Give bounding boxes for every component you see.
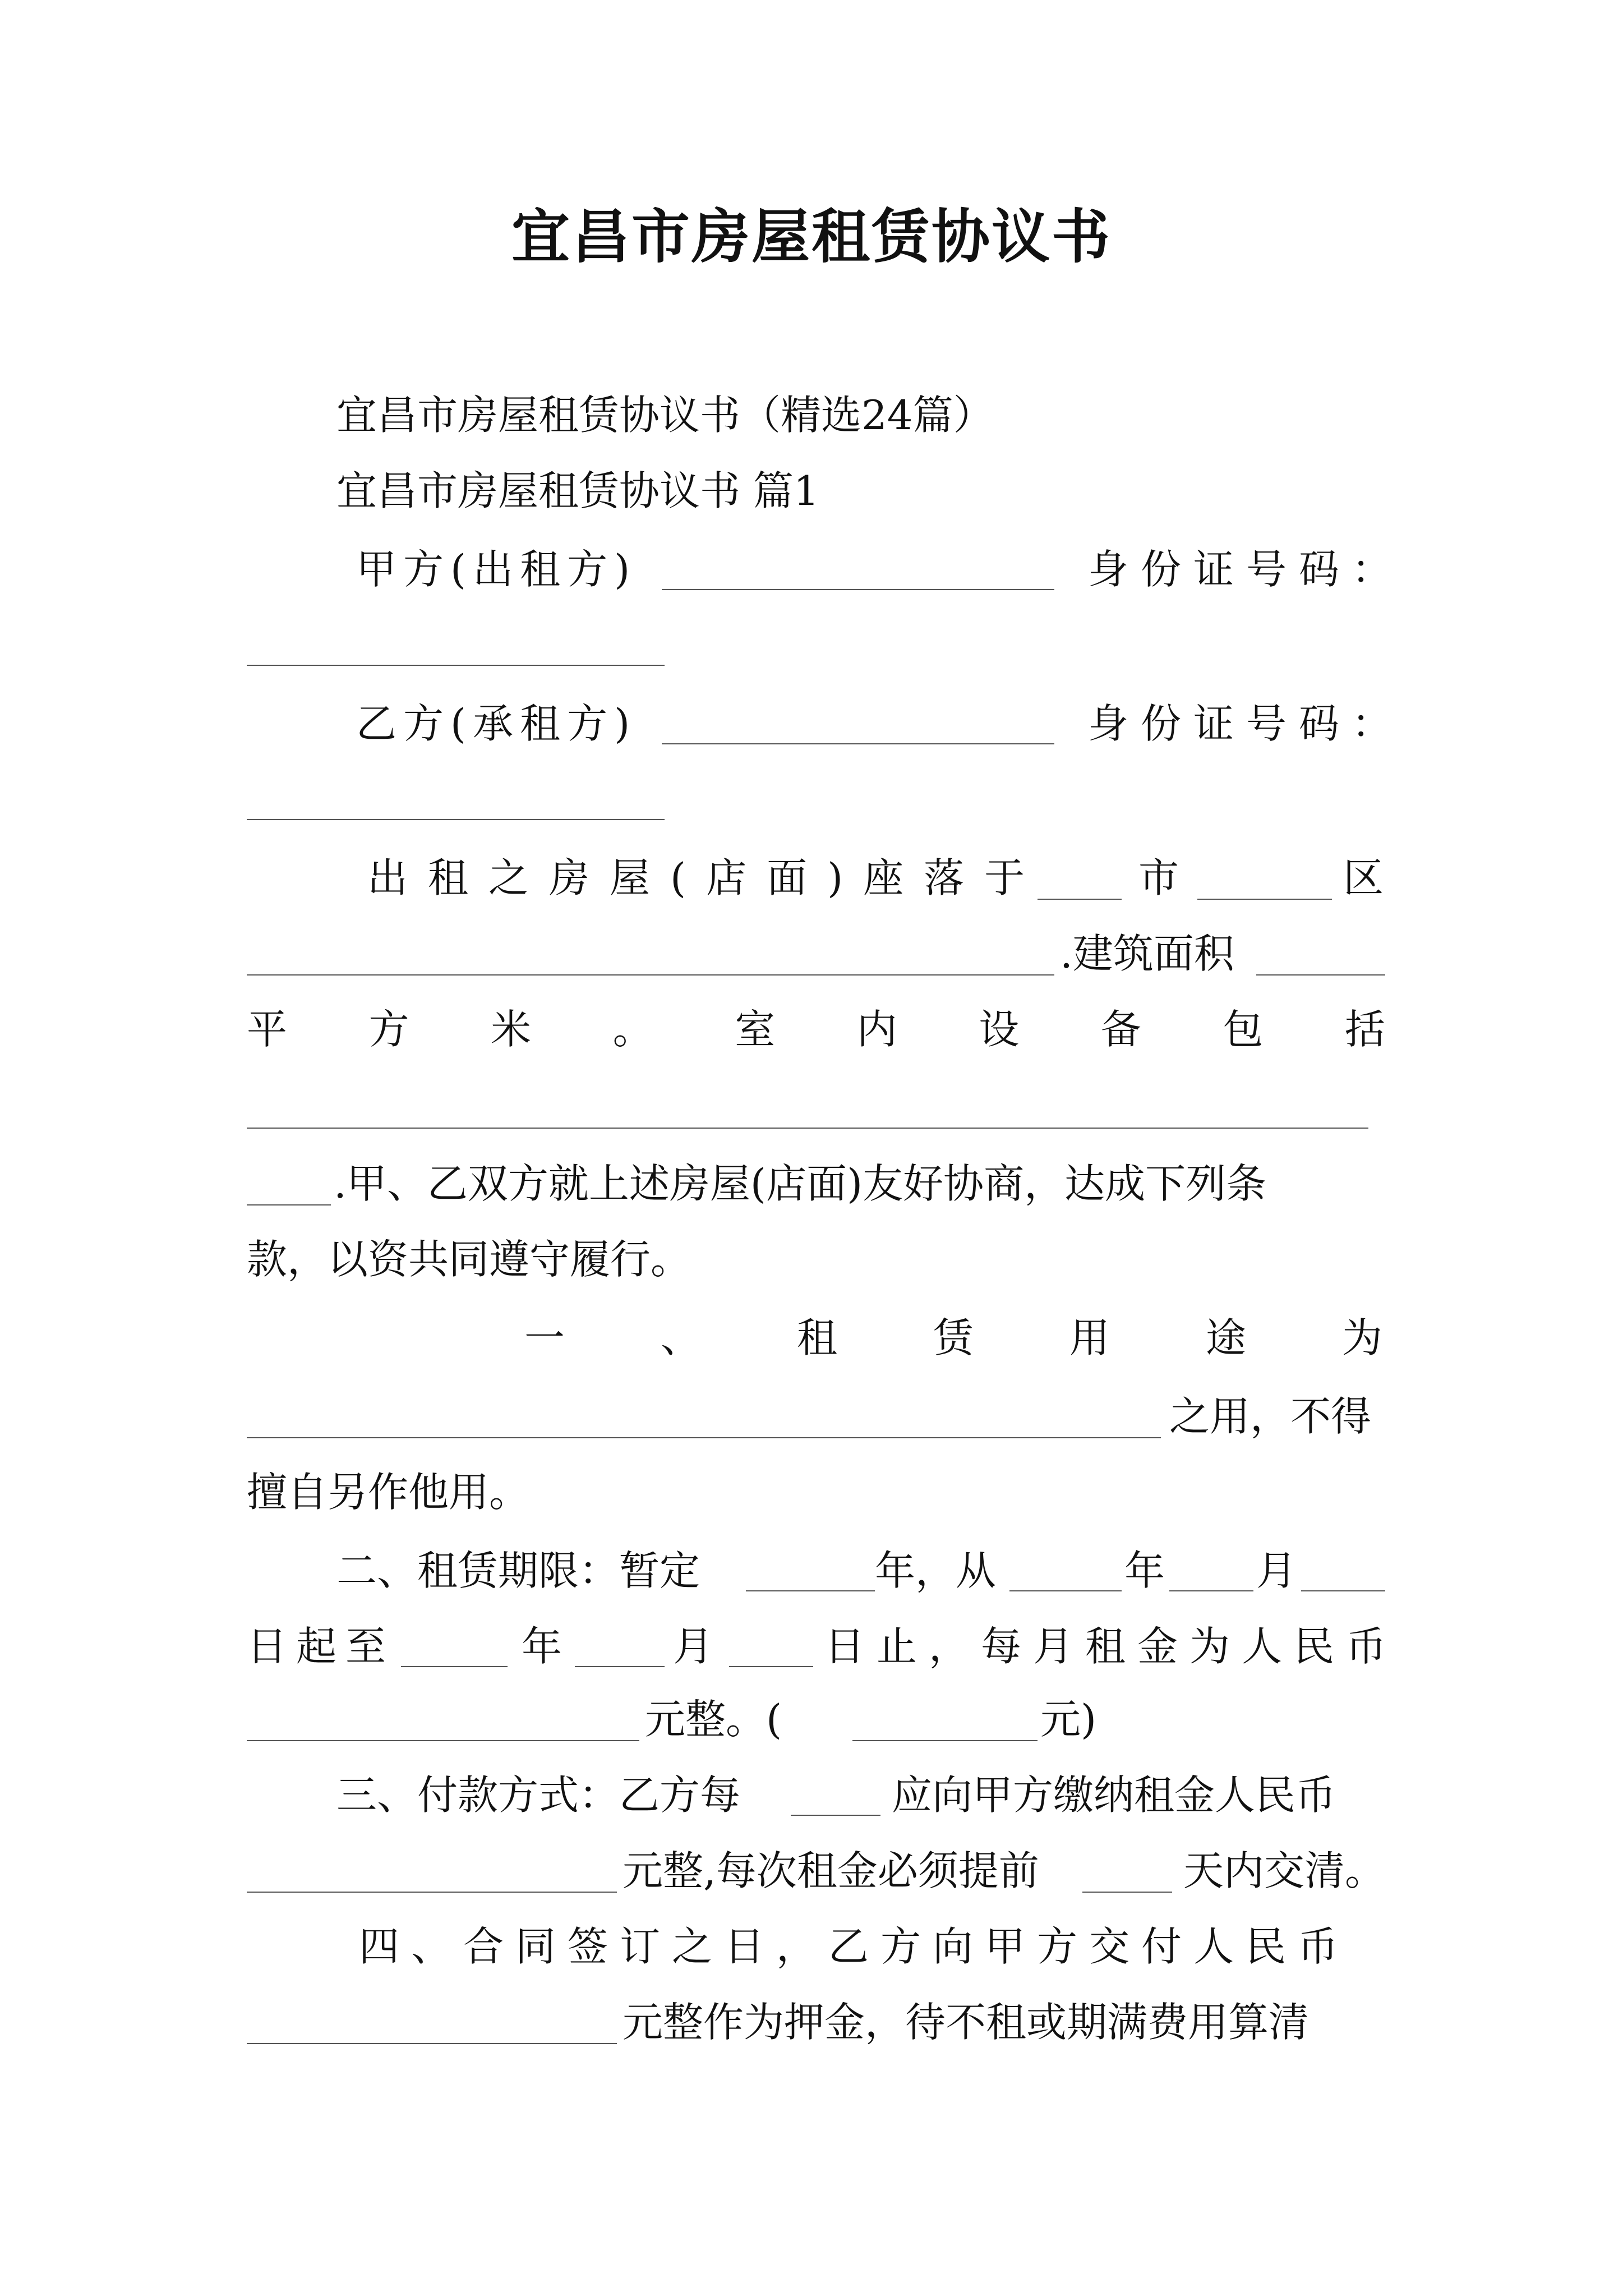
clause3-line2-b: 天内交清。 (1183, 1847, 1386, 1894)
clause1-char: 为 (1341, 1314, 1382, 1361)
party-b-id-blank[interactable] (247, 818, 665, 820)
unit-char: 平 (247, 1006, 288, 1053)
payment-period-blank[interactable] (791, 1814, 880, 1816)
address-blank[interactable] (247, 973, 1054, 976)
district-label: 区 (1343, 854, 1384, 901)
clause2-line2-d: 日止，每月租金为人民币 (824, 1623, 1399, 1670)
section-heading: 宜昌市房屋租赁协议书 篇1 (336, 467, 819, 514)
party-b-label: 乙方(承租方) (356, 700, 637, 747)
rent-figure-blank[interactable] (852, 1739, 1038, 1741)
equipment-end-blank[interactable] (247, 1203, 331, 1205)
clause2-year2: 年 (1124, 1547, 1165, 1594)
term-years-blank[interactable] (746, 1589, 875, 1591)
clause1-char: 租 (796, 1314, 837, 1361)
city-label: 市 (1138, 854, 1179, 901)
party-b-name-blank[interactable] (662, 742, 1054, 744)
clause1-char: 一 (524, 1314, 565, 1361)
payment-amount-blank[interactable] (247, 1890, 617, 1893)
clause2-prefix: 二、租赁期限：暂定 (336, 1547, 700, 1594)
clause3-prefix: 三、付款方式：乙方每 (336, 1772, 741, 1819)
area-label: .建筑面积 (1060, 930, 1234, 977)
clause2-month: 月 (1256, 1547, 1297, 1594)
city-blank[interactable] (1038, 898, 1122, 900)
clause1-char: 赁 (933, 1314, 974, 1361)
clause2-yuan: 元整。( (645, 1696, 782, 1743)
clause2-line2-b: 年 (522, 1623, 562, 1670)
negotiation-text: .甲、乙双方就上述房屋(店面)友好协商，达成下列条 (334, 1160, 1267, 1207)
clause1-char: 、 (660, 1314, 701, 1361)
party-a-name-blank[interactable] (662, 588, 1054, 590)
subtitle: 宜昌市房屋租赁协议书（精选24篇） (336, 392, 994, 439)
clause1-char: 用 (1069, 1314, 1110, 1361)
clause2-line2-a: 日起至 (247, 1623, 395, 1670)
equipment-blank[interactable] (247, 1126, 1368, 1129)
clause1-tail: 之用，不得 (1169, 1393, 1372, 1440)
district-blank[interactable] (1197, 898, 1332, 900)
location-prefix: 出租之房屋(店面)座落于 (367, 854, 1045, 901)
clause4-line2: 元整作为押金，待不租或期满费用算清 (623, 1999, 1310, 2046)
clause3-line2-a: 元整,每次租金必须提前 (623, 1847, 1039, 1894)
unit-char: 括 (1344, 1006, 1385, 1053)
party-a-id-label: 身份证号码： (1088, 546, 1405, 593)
end-day-blank[interactable] (729, 1665, 813, 1667)
area-blank[interactable] (1256, 973, 1385, 976)
clause1-char: 途 (1205, 1314, 1246, 1361)
rent-amount-blank[interactable] (247, 1739, 639, 1741)
usage-blank[interactable] (247, 1436, 1161, 1438)
unit-char: 。 (612, 1006, 653, 1053)
end-year-blank[interactable] (401, 1665, 508, 1667)
clause1-heading (524, 1310, 1382, 1366)
clause2-year: 年，从 (875, 1547, 997, 1594)
start-year-blank[interactable] (1009, 1589, 1122, 1591)
clause2-yuan-close: 元) (1040, 1696, 1097, 1743)
end-month-blank[interactable] (575, 1665, 665, 1667)
negotiation-cont: 款，以资共同遵守履行。 (247, 1236, 691, 1283)
party-a-id-blank[interactable] (247, 664, 665, 666)
clause1-cont: 擅自另作他用。 (247, 1469, 530, 1516)
clause4-line1: 四、合同签订之日，乙方向甲方交付人民币 (359, 1923, 1350, 1970)
document-title: 宜昌市房屋租赁协议书 (511, 203, 1112, 271)
start-day-blank[interactable] (1301, 1589, 1385, 1591)
start-month-blank[interactable] (1169, 1589, 1253, 1591)
party-a-label: 甲方(出租方) (356, 546, 637, 593)
payment-days-blank[interactable] (1082, 1890, 1172, 1893)
clause3-mid: 应向甲方缴纳租金人民币 (892, 1772, 1336, 1819)
unit-char: 方 (368, 1006, 409, 1053)
clause2-line2-c: 月 (673, 1623, 714, 1670)
deposit-amount-blank[interactable] (247, 2042, 617, 2044)
unit-char: 备 (1100, 1006, 1141, 1053)
unit-char: 包 (1223, 1006, 1264, 1053)
party-b-id-label: 身份证号码： (1088, 700, 1405, 747)
unit-char: 米 (491, 1006, 532, 1053)
unit-char: 设 (979, 1006, 1020, 1053)
unit-line (247, 1001, 1385, 1057)
unit-char: 室 (735, 1006, 776, 1053)
unit-char: 内 (856, 1006, 897, 1053)
